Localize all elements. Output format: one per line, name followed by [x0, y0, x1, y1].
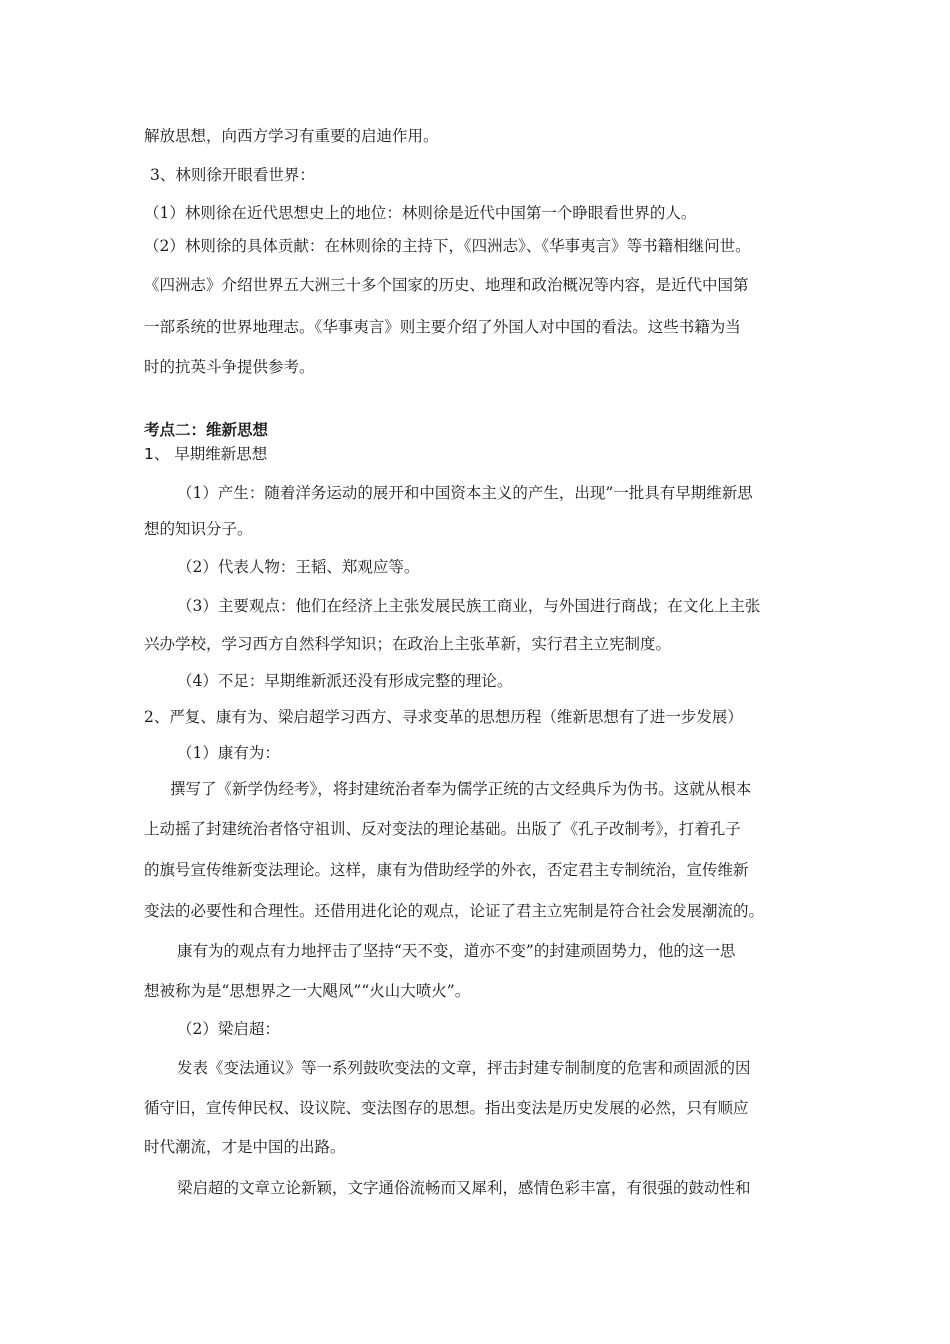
paragraph-line: 梁启超的文章立论新颖，文字通俗流畅而又犀利，感情色彩丰富，有很强的鼓动性和 [177, 1179, 751, 1197]
paragraph-line: 解放思想，向西方学习有重要的启迪作用。 [144, 127, 439, 145]
paragraph-line: （3）主要观点：他们在经济上主张发展民族工商业，与外国进行商战；在文化上主张 [177, 597, 761, 615]
paragraph-line: （2）代表人物：王韬、郑观应等。 [177, 558, 420, 576]
paragraph-line: 想被称为是“思想界之一大飓风”“火山大喷火”。 [144, 982, 471, 1000]
paragraph-line: 《四洲志》介绍世界五大洲三十多个国家的历史、地理和政治概况等内容，是近代中国第 [144, 276, 749, 294]
paragraph-line: （1）林则徐在近代思想史上的地位：林则徐是近代中国第一个睁眼看世界的人。 [144, 204, 697, 222]
paragraph-line: 时代潮流，才是中国的出路。 [144, 1138, 346, 1156]
paragraph-line: 时的抗英斗争提供参考。 [144, 358, 315, 376]
paragraph-line: 想的知识分子。 [144, 520, 253, 538]
section-heading: 考点二：维新思想 [144, 421, 269, 439]
paragraph-line: 循守旧，宣传伸民权、设议院、变法图存的思想。指出变法是历史发展的必然，只有顺应 [144, 1099, 749, 1117]
subsection-heading: 1、 早期维新思想 [144, 445, 268, 463]
paragraph-line: 兴办学校，学习西方自然科学知识；在政治上主张革新，实行君主立宪制度。 [144, 635, 672, 653]
paragraph-line: 撰写了《新学伪经考》，将封建统治者奉为儒学正统的古文经典斥为伪书。这就从根本 [170, 780, 752, 798]
paragraph-line: （2）梁启超： [177, 1020, 280, 1038]
paragraph-line: 变法的必要性和合理性。还借用进化论的观点，论证了君主立宪制是符合社会发展潮流的。 [144, 902, 765, 920]
paragraph-line: （1）产生：随着洋务运动的展开和中国资本主义的产生，出现”一批具有早期维新思 [177, 484, 753, 502]
paragraph-line: 康有为的观点有力地抨击了坚持“天不变，道亦不变”的封建顽固势力，他的这一思 [177, 942, 736, 960]
paragraph-line: 发表《变法通议》等一系列鼓吹变法的文章，抨击封建专制制度的危害和顽固派的因 [177, 1059, 751, 1077]
paragraph-line: 一部系统的世界地理志。《华事夷言》则主要介绍了外国人对中国的看法。这些书籍为当 [144, 318, 741, 336]
paragraph-line: 上动摇了封建统治者恪守祖训、反对变法的理论基础。出版了《孔子改制考》，打着孔子 [144, 820, 741, 838]
paragraph-line: 的旗号宣传维新变法理论。这样，康有为借助经学的外衣，否定君主专制统治，宣传维新 [144, 861, 749, 879]
paragraph-line: （2）林则徐的具体贡献：在林则徐的主持下，《四洲志》、《华事夷言》等书籍相继问世。 [144, 237, 751, 255]
section-item-lin-zexu: 3、林则徐开眼看世界： [150, 166, 315, 184]
subsection-heading: 2、严复、康有为、梁启超学习西方、寻求变革的思想历程（维新思想有了进一步发展） [144, 708, 743, 726]
paragraph-line: （1）康有为： [177, 744, 280, 762]
paragraph-line: （4）不足：早期维新派还没有形成完整的理论。 [177, 672, 513, 690]
